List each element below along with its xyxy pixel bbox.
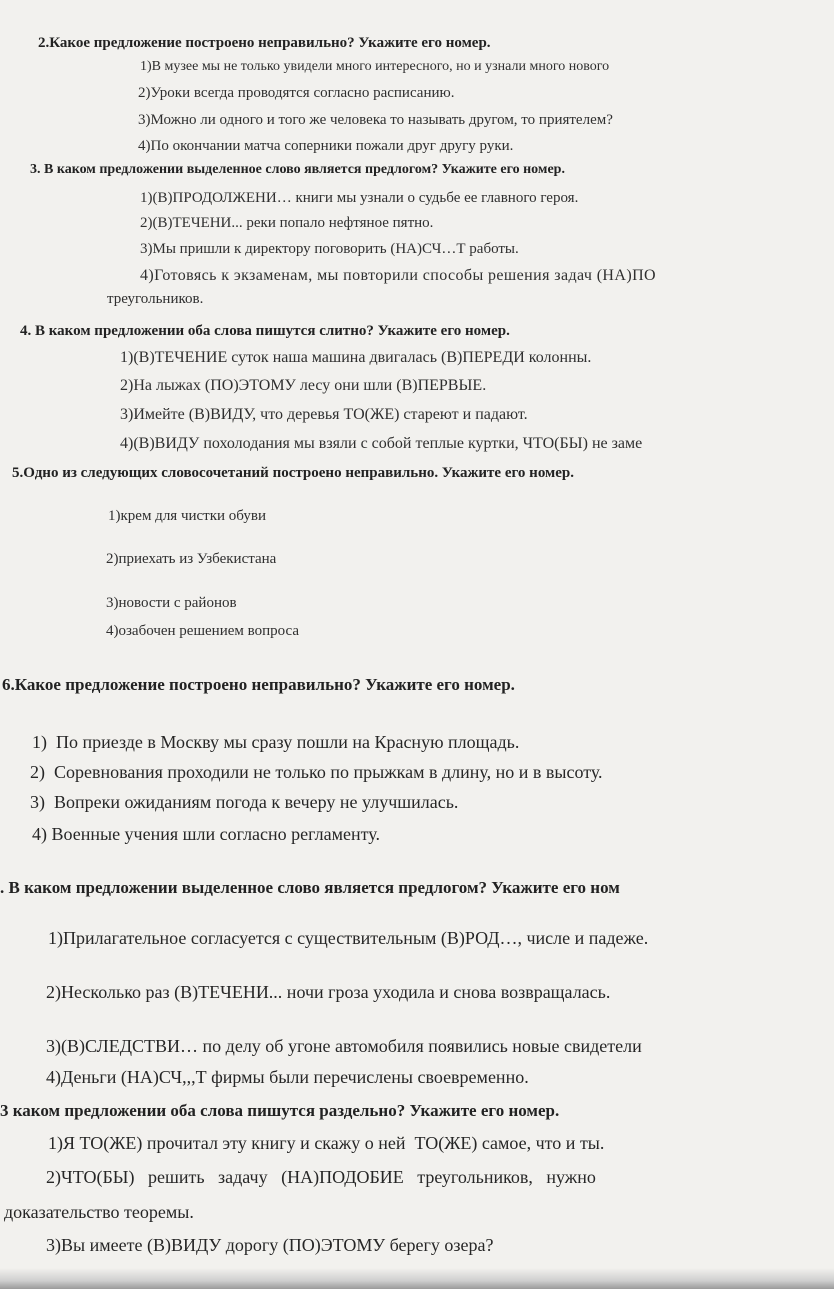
question-3-option-2: 2)(В)ТЕЧЕНИ... реки попало нефтяное пятно. [140,215,434,231]
question-3-title: 3. В каком предложении выделенное слово является предлогом? Укажите его номер. [30,162,565,177]
question-6-option-3: 3) Вопреки ожиданиям погода к вечеру не улучшилась. [30,792,459,812]
question-8-option-3: 3)Вы имеете (В)ВИДУ дорогу (ПО)ЭТОМУ берегу озера? [46,1235,494,1255]
question-3-option-3: 3)Мы пришли к директору поговорить (НА)СЧ…Т работы. [140,241,519,257]
question-4-option-4: 4)(В)ВИДУ похолодания мы взяли с собой теплые куртки, ЧТО(БЫ) не заме [120,435,643,452]
question-2-option-1: 1)В музее мы не только увидели много интересного, но и узнали много нового [140,59,610,74]
question-2-option-2: 2)Уроки всегда проводятся согласно расписанию. [138,85,455,101]
question-7-title: . В каком предложении выделенное слово является предлогом? Укажите его ном [0,878,620,897]
question-4-title: 4. В каком предложении оба слова пишутся слитно? Укажите его номер. [20,323,510,339]
question-7-option-3: 3)(В)СЛЕДСТВИ… по делу об угоне автомобиля появились новые свидетели [46,1036,642,1056]
question-7-option-2: 2)Несколько раз (В)ТЕЧЕНИ... ночи гроза уходила и снова возвращалась. [46,982,611,1002]
question-8-option-2: 2)ЧТО(БЫ) решить задачу (НА)ПОДОБИЕ треугольников, нужно [46,1167,596,1187]
question-7-option-4: 4)Деньги (НА)СЧ,,,Т фирмы были перечислены своевременно. [46,1067,529,1087]
page-bottom-edge [0,1268,834,1289]
question-4-option-1: 1)(В)ТЕЧЕНИЕ суток наша машина двигалась (В)ПЕРЕДИ колонны. [120,349,592,366]
question-6-option-1: 1) По приезде в Москву мы сразу пошли на Красную площадь. [32,732,520,752]
question-5-option-4: 4)озабочен решением вопроса [106,623,300,639]
question-8-title: 3 каком предложении оба слова пишутся раздельно? Укажите его номер. [0,1101,560,1120]
question-3-option-4-continued: треугольников. [107,291,204,307]
question-8-option-2-continued: доказательство теоремы. [4,1202,194,1222]
question-6-option-2: 2) Соревнования проходили не только по прыжкам в длину, но и в высоту. [30,762,603,782]
question-2-option-3: 3)Можно ли одного и того же человека то называть другом, то приятелем? [138,112,613,128]
question-8-option-1: 1)Я ТО(ЖЕ) прочитал эту книгу и скажу о ней ТО(ЖЕ) самое, что и ты. [48,1133,605,1153]
question-6-title: 6.Какое предложение построено неправильно? Укажите его номер. [2,675,515,694]
question-5-option-1: 1)крем для чистки обуви [108,508,266,524]
question-5-option-3: 3)новости с районов [106,595,237,611]
question-6-option-4: 4) Военные учения шли согласно регламенту. [32,824,380,844]
question-2-title: 2.Какое предложение построено неправильно? Укажите его номер. [38,35,491,51]
question-7-option-1: 1)Прилагательное согласуется с существительным (В)РОД…, числе и падеже. [48,928,649,948]
question-4-option-2: 2)На лыжах (ПО)ЭТОМУ лесу они шли (В)ПЕРВЫЕ. [120,377,487,394]
question-3-option-1: 1)(В)ПРОДОЛЖЕНИ… книги мы узнали о судьбе ее главного героя. [140,190,579,206]
question-4-option-3: 3)Имейте (В)ВИДУ, что деревья ТО(ЖЕ) стареют и падают. [120,406,528,423]
question-5-option-2: 2)приехать из Узбекистана [106,551,277,567]
question-2-option-4: 4)По окончании матча соперники пожали друг другу руки. [138,138,514,154]
question-5-title: 5.Одно из следующих словосочетаний построено неправильно. Укажите его номер. [12,465,574,481]
question-3-option-4: 4)Готовясь к экзаменам, мы повторили способы решения задач (НА)ПО [140,267,656,284]
